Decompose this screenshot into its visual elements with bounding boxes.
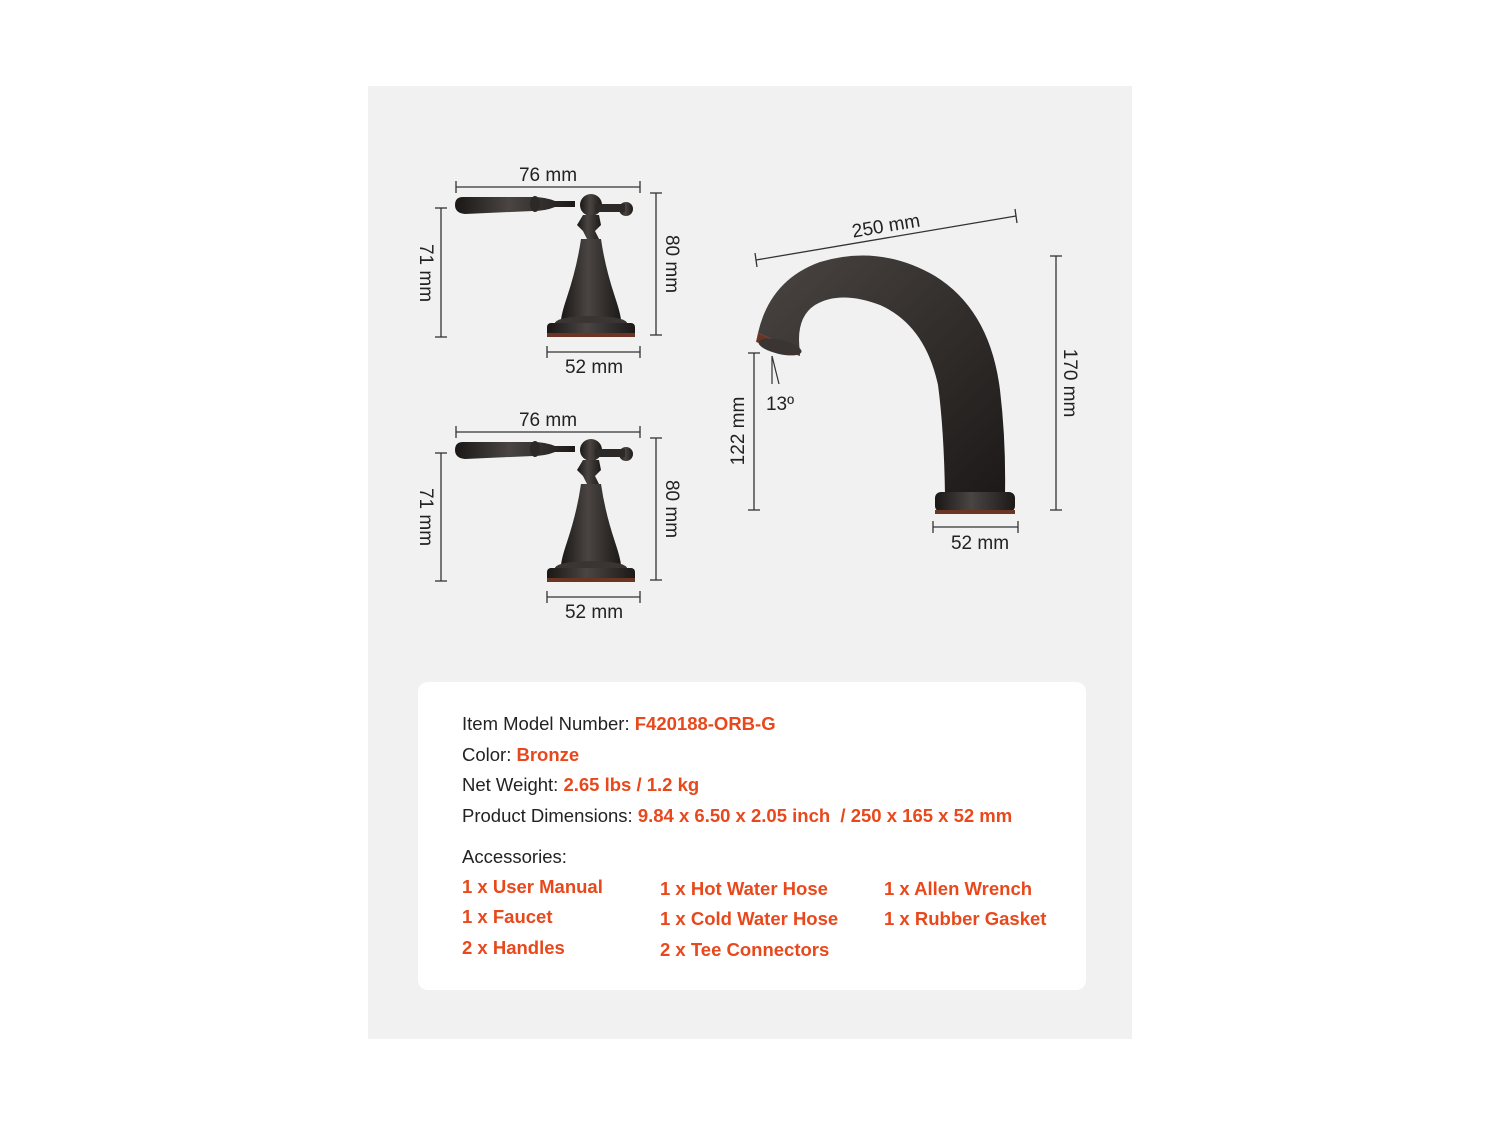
handle-bottom-width-label: 76 mm [518, 410, 578, 431]
spout-angle-label: 13º [765, 394, 795, 415]
handle-bottom-base-label: 52 mm [564, 602, 624, 623]
spec-model-value: F420188-ORB-G [634, 713, 776, 734]
spout-base-label: 52 mm [950, 533, 1010, 554]
spec-weight-value: 2.65 lbs / 1.2 kg [563, 774, 700, 795]
spec-weight-label: Net Weight: [462, 774, 559, 795]
spec-dimensions-value: 9.84 x 6.50 x 2.05 inch / 250 x 165 x 52 mm [637, 805, 1013, 826]
handle-bottom-lever-height-label: 71 mm [415, 487, 436, 547]
accessory-item: 2 x Tee Connectors [660, 939, 830, 960]
handle-top-height-label: 80 mm [661, 234, 682, 294]
handle-top-lever-height-label: 71 mm [415, 243, 436, 303]
spec-weight [462, 774, 699, 796]
accessory-item: 1 x Allen Wrench [884, 878, 1033, 899]
spec-color [462, 744, 579, 766]
accessory-item: 1 x User Manual [462, 876, 603, 897]
spec-dimensions [462, 805, 1012, 827]
spout-outlet-height-label: 122 mm [728, 396, 749, 466]
accessory-item: 1 x Cold Water Hose [660, 908, 839, 929]
spec-model-label: Item Model Number: [462, 713, 630, 734]
handle-top-drawing [415, 165, 682, 378]
handle-top-base-label: 52 mm [564, 357, 624, 378]
handle-top-width-label: 76 mm [518, 165, 578, 186]
accessory-item: 2 x Handles [462, 937, 565, 958]
spout-reach-label: 250 mm [850, 210, 922, 243]
spec-color-label: Color: [462, 744, 512, 765]
spec-color-value: Bronze [516, 744, 580, 765]
handle-bottom-drawing [415, 410, 682, 623]
accessory-item: 1 x Hot Water Hose [660, 878, 828, 899]
spec-card [418, 682, 1086, 990]
accessory-item: 1 x Faucet [462, 906, 553, 927]
spout-drawing [728, 209, 1080, 554]
accessories-heading: Accessories: [462, 846, 567, 867]
accessory-item: 1 x Rubber Gasket [884, 908, 1047, 929]
handle-bottom-height-label: 80 mm [661, 479, 682, 539]
spout-height-label: 170 mm [1059, 348, 1080, 418]
spec-dimensions-label: Product Dimensions: [462, 805, 633, 826]
spec-model [462, 713, 776, 735]
